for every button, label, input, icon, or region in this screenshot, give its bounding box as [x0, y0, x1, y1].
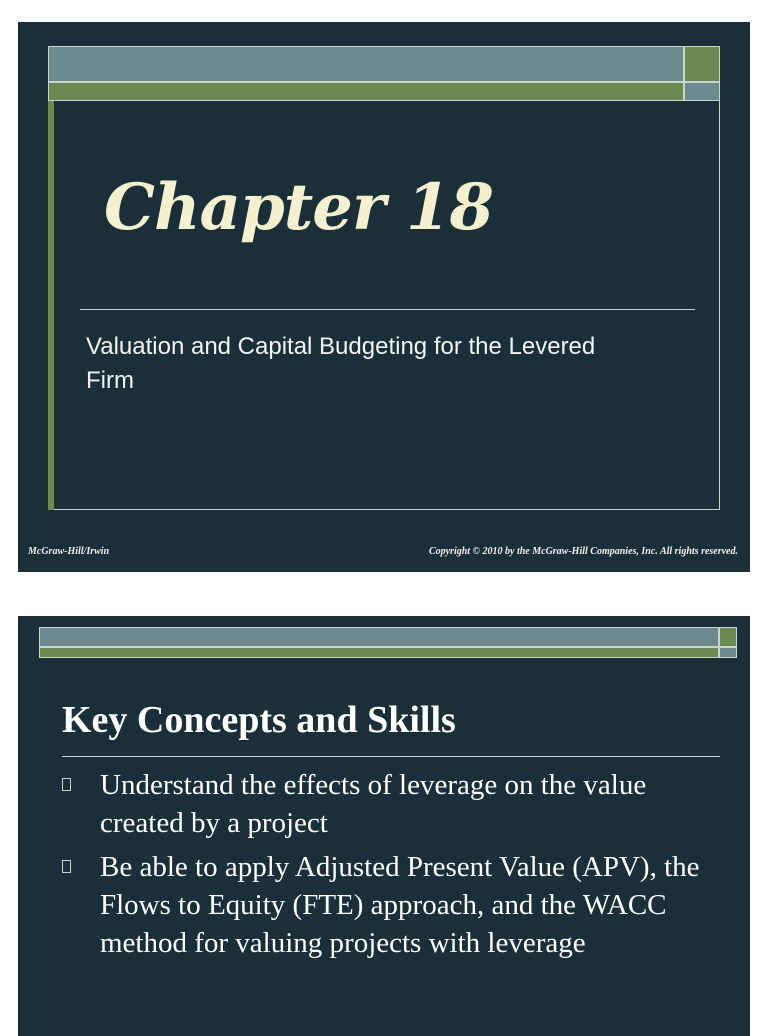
bullet-box-icon [62, 778, 71, 791]
header-bar-blue [48, 46, 684, 82]
header-bar-blue [39, 627, 719, 647]
header-square-green [719, 627, 737, 647]
header-square-blue [684, 82, 720, 101]
publisher-label: McGraw-Hill/Irwin [28, 546, 110, 557]
slide-title: Key Concepts and Skills [62, 699, 456, 741]
bullet-list [56, 766, 736, 968]
header-bar-green [39, 647, 719, 658]
bullet-text: Understand the effects of leverage on the value created by a project [100, 769, 647, 839]
header-square-blue [719, 647, 737, 658]
title-slide [18, 22, 750, 572]
slide-frame [48, 46, 720, 510]
title-divider [80, 309, 695, 310]
copyright-notice: Copyright © 2010 by the McGraw-Hill Companies, Inc. All rights reserved. [428, 546, 738, 557]
bullet-box-icon [62, 860, 71, 873]
chapter-subtitle: Valuation and Capital Budgeting for the Levered Firm [86, 333, 596, 394]
header-bar-green [48, 82, 684, 101]
left-accent-stripe [48, 101, 54, 510]
header-square-green [684, 46, 720, 82]
list-item [56, 848, 736, 962]
content-slide [18, 616, 750, 1036]
chapter-title: Chapter 18 [104, 170, 494, 245]
title-divider [62, 756, 720, 757]
list-item [56, 766, 736, 842]
bullet-text: Be able to apply Adjusted Present Value (APV), the Flows to Equity (FTE) approach, and the WACC method for valuing projects with leverage [100, 851, 700, 959]
